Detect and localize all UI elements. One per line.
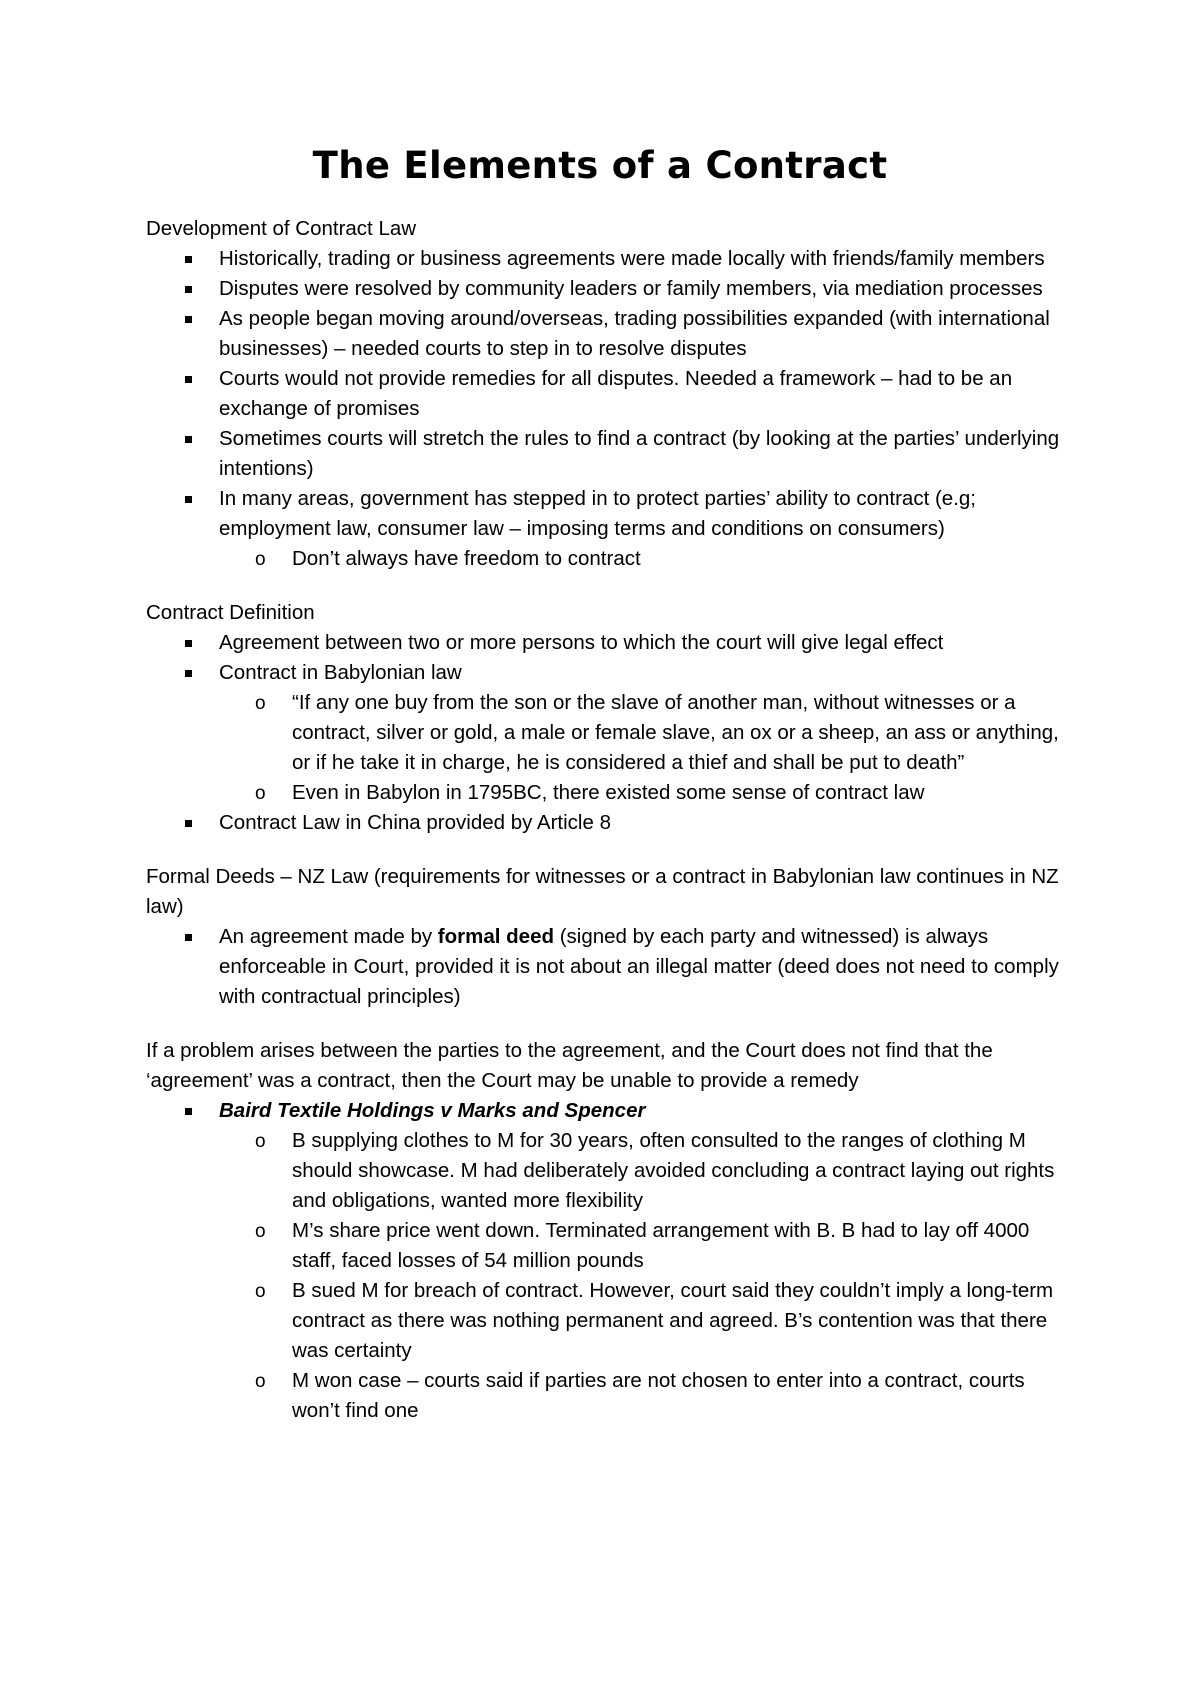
section-heading-problem: If a problem arises between the parties to the agreement, and the Court does not find that the ‘agreement’ was a contract, then the Court may be unable to provide a remedy — [146, 1039, 993, 1092]
page-title: The Elements of a Contract — [312, 144, 888, 187]
square-bullet-icon — [185, 670, 192, 677]
square-bullet-icon — [185, 436, 192, 443]
list-item: Contract Law in China provided by Article 8 — [219, 808, 1076, 838]
square-bullet-icon — [185, 286, 192, 293]
square-bullet-icon — [185, 1108, 192, 1115]
square-bullet-icon — [185, 640, 192, 647]
section-heading-deeds: Formal Deeds – NZ Law (requirements for witnesses or a contract in Babylonian law continues in NZ law) — [146, 865, 1059, 918]
sub-list-item: o “If any one buy from the son or the slave of another man, without witnesses or a contract, silver or gold, a male or female slave, an ox or a sheep, an ass or anything, or if he take it in charge, he is considered a thief and shall be put to death” — [255, 691, 1059, 774]
list-item: An agreement made by formal deed (signed by each party and witnessed) is always enforceable in Court, provided it is not about an illegal matter (deed does not need to comply with contractual principles) — [219, 922, 1076, 1012]
sub-list-item: o Even in Babylon in 1795BC, there existed some sense of contract law — [292, 778, 1076, 808]
case-name: Baird Textile Holdings v Marks and Spencer — [219, 1099, 646, 1122]
development-list — [146, 244, 1076, 574]
list-item — [219, 1096, 1076, 1426]
list-item: Sometimes courts will stretch the rules to find a contract (by looking at the parties’ underlying intentions) — [219, 424, 1076, 484]
section-heading-definition: Contract Definition — [146, 601, 315, 624]
square-bullet-icon — [185, 934, 192, 941]
circle-bullet-icon: o — [255, 1131, 266, 1152]
bold-term: formal deed — [437, 925, 554, 948]
list-item: In many areas, government has stepped in to protect parties’ ability to contract (e.g; employment law, consumer law – imposing terms and conditions on consumers) o Don’t always have freedom to contract — [219, 484, 1076, 574]
circle-bullet-icon: o — [255, 1221, 266, 1242]
square-bullet-icon — [185, 256, 192, 263]
sub-list-item: o B supplying clothes to M for 30 years, often consulted to the ranges of clothing M should showcase. M had deliberately avoided concluding a contract laying out rights and obligations, wanted more flexibility — [255, 1129, 1055, 1212]
circle-bullet-icon: o — [255, 783, 266, 804]
list-item: Contract in Babylonian law o “If any one buy from the son or the slave of another man, without witnesses or a contract, silver or gold, a male or female slave, an ox or a sheep, an ass or anything, or if he take it in charge, he is considered a thief and shall be put to death” o Even in Babylon in 1795BC, there existed some sense of contract law — [219, 658, 1076, 808]
development-sublist — [219, 544, 1076, 574]
circle-bullet-icon: o — [255, 693, 266, 714]
sub-list-item: o B sued M for breach of contract. However, court said they couldn’t imply a long-term contract as there was nothing permanent and agreed. B’s contention was that there was certainty — [255, 1279, 1054, 1362]
square-bullet-icon — [185, 316, 192, 323]
definition-sublist — [219, 688, 1076, 808]
case-sublist — [219, 1126, 1076, 1426]
document-body — [146, 214, 1076, 1426]
definition-list — [146, 628, 1076, 838]
list-item: As people began moving around/overseas, trading possibilities expanded (with international businesses) – needed courts to step in to resolve disputes — [219, 304, 1076, 364]
section-heading-development: Development of Contract Law — [146, 217, 417, 240]
list-item: Disputes were resolved by community leaders or family members, via mediation processes — [219, 274, 1076, 304]
circle-bullet-icon: o — [255, 1281, 266, 1302]
square-bullet-icon — [185, 376, 192, 383]
list-item: Historically, trading or business agreements were made locally with friends/family members — [219, 244, 1076, 274]
deeds-list — [146, 922, 1076, 1012]
circle-bullet-icon: o — [255, 1371, 266, 1392]
sub-list-item: o Don’t always have freedom to contract — [292, 544, 1076, 574]
case-list — [146, 1096, 1076, 1426]
sub-list-item: o M won case – courts said if parties are not chosen to enter into a contract, courts won’t find one — [255, 1369, 1025, 1422]
circle-bullet-icon: o — [255, 549, 266, 570]
list-item: Agreement between two or more persons to which the court will give legal effect — [219, 628, 1076, 658]
sub-list-item: o M’s share price went down. Terminated arrangement with B. B had to lay off 4000 staff, faced losses of 54 million pounds — [255, 1219, 1030, 1272]
square-bullet-icon — [185, 496, 192, 503]
list-item: Courts would not provide remedies for all disputes. Needed a framework – had to be an exchange of promises — [219, 364, 1076, 424]
square-bullet-icon — [185, 820, 192, 827]
